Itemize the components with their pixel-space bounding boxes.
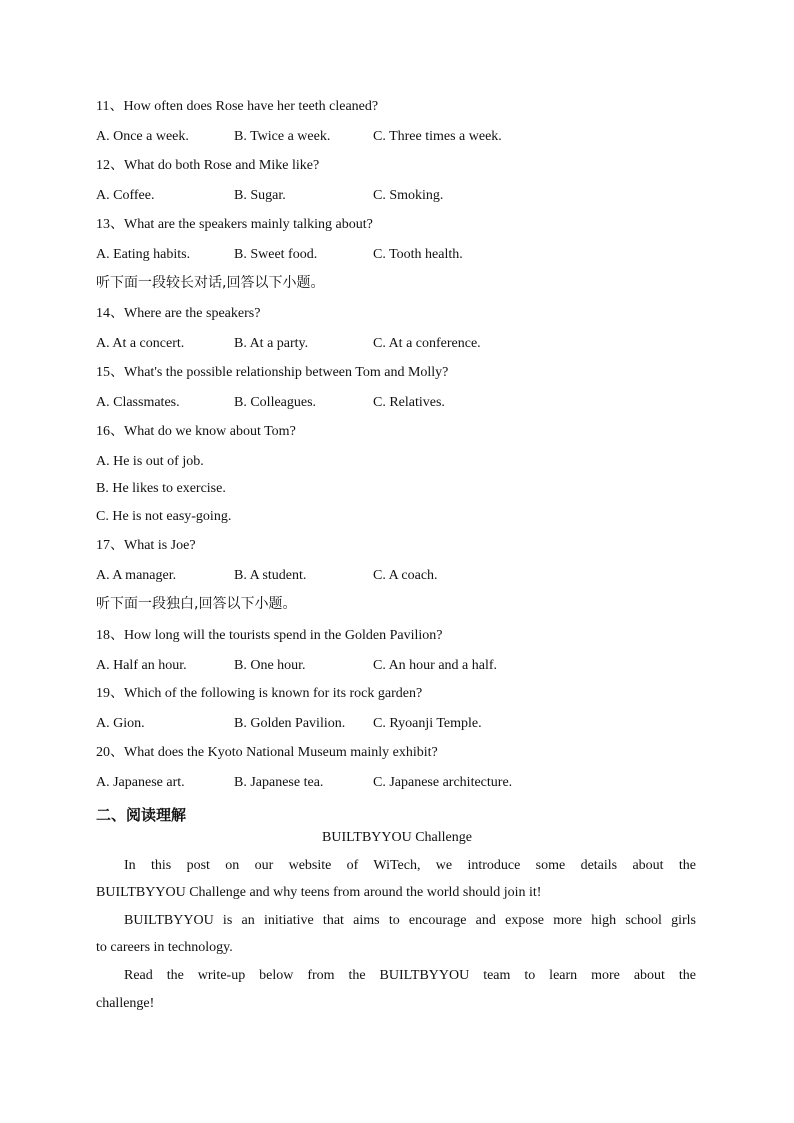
question-18-option-c: C. An hour and a half. xyxy=(373,658,498,673)
question-14-stem: 14、Where are the speakers? xyxy=(96,306,261,321)
question-13-option-b: B. Sweet food. xyxy=(234,247,318,262)
section-title: 二、阅读理解 xyxy=(96,806,187,824)
question-12-option-c: C. Smoking. xyxy=(373,188,444,203)
question-11-option-a: A. Once a week. xyxy=(96,129,189,144)
question-18-stem: 18、How long will the tourists spend in the Golden Pavilion? xyxy=(96,628,443,643)
question-20-option-b: B. Japanese tea. xyxy=(234,775,324,790)
question-12-option-a: A. Coffee. xyxy=(96,188,155,203)
question-19-stem: 19、Which of the following is known for its rock garden? xyxy=(96,686,423,701)
paragraph-3-line-1: Read the write-up below from the BUILTBYYOU team to learn more about the xyxy=(124,968,696,983)
passage-title: BUILTBYYOU Challenge xyxy=(322,830,472,845)
question-12-option-b: B. Sugar. xyxy=(234,188,286,203)
question-20-option-c: C. Japanese architecture. xyxy=(373,775,513,790)
question-18-option-a: A. Half an hour. xyxy=(96,658,187,673)
question-13-stem: 13、What are the speakers mainly talking about? xyxy=(96,217,373,232)
question-11-option-c: C. Three times a week. xyxy=(373,129,502,144)
question-17-option-c: C. A coach. xyxy=(373,568,438,583)
question-16-stem: 16、What do we know about Tom? xyxy=(96,424,296,439)
question-13-option-a: A. Eating habits. xyxy=(96,247,191,262)
question-14-option-c: C. At a conference. xyxy=(373,336,481,351)
question-17-option-b: B. A student. xyxy=(234,568,307,583)
monologue-instruction: 听下面一段独白,回答以下小题。 xyxy=(96,596,297,612)
question-16-option-a: A. He is out of job. xyxy=(96,454,204,469)
question-19-option-c: C. Ryoanji Temple. xyxy=(373,716,482,731)
question-15-option-b: B. Colleagues. xyxy=(234,395,317,410)
question-15-option-a: A. Classmates. xyxy=(96,395,180,410)
question-19-option-b: B. Golden Pavilion. xyxy=(234,716,346,731)
question-17-stem: 17、What is Joe? xyxy=(96,538,196,553)
dialogue-instruction: 听下面一段较长对话,回答以下小题。 xyxy=(96,275,325,291)
question-16-option-b: B. He likes to exercise. xyxy=(96,481,226,496)
question-11-option-b: B. Twice a week. xyxy=(234,129,331,144)
question-15-option-c: C. Relatives. xyxy=(373,395,445,410)
question-13-option-c: C. Tooth health. xyxy=(373,247,463,262)
paragraph-2-line-1: BUILTBYYOU is an initiative that aims to encourage and expose more high school girls xyxy=(124,913,696,928)
question-20-option-a: A. Japanese art. xyxy=(96,775,185,790)
question-15-stem: 15、What's the possible relationship between Tom and Molly? xyxy=(96,365,449,380)
question-11-stem: 11、How often does Rose have her teeth cleaned? xyxy=(96,99,379,114)
paragraph-1-line-2: BUILTBYYOU Challenge and why teens from around the world should join it! xyxy=(96,885,542,900)
question-12-stem: 12、What do both Rose and Mike like? xyxy=(96,158,320,173)
question-14-option-a: A. At a concert. xyxy=(96,336,185,351)
paragraph-2-line-2: to careers in technology. xyxy=(96,940,233,955)
question-16-option-c: C. He is not easy-going. xyxy=(96,509,232,524)
question-14-option-b: B. At a party. xyxy=(234,336,309,351)
question-19-option-a: A. Gion. xyxy=(96,716,145,731)
question-18-option-b: B. One hour. xyxy=(234,658,306,673)
question-20-stem: 20、What does the Kyoto National Museum mainly exhibit? xyxy=(96,745,438,760)
question-17-option-a: A. A manager. xyxy=(96,568,177,583)
paragraph-3-line-2: challenge! xyxy=(96,996,155,1011)
paragraph-1-line-1: In this post on our website of WiTech, we introduce some details about the xyxy=(124,858,696,873)
